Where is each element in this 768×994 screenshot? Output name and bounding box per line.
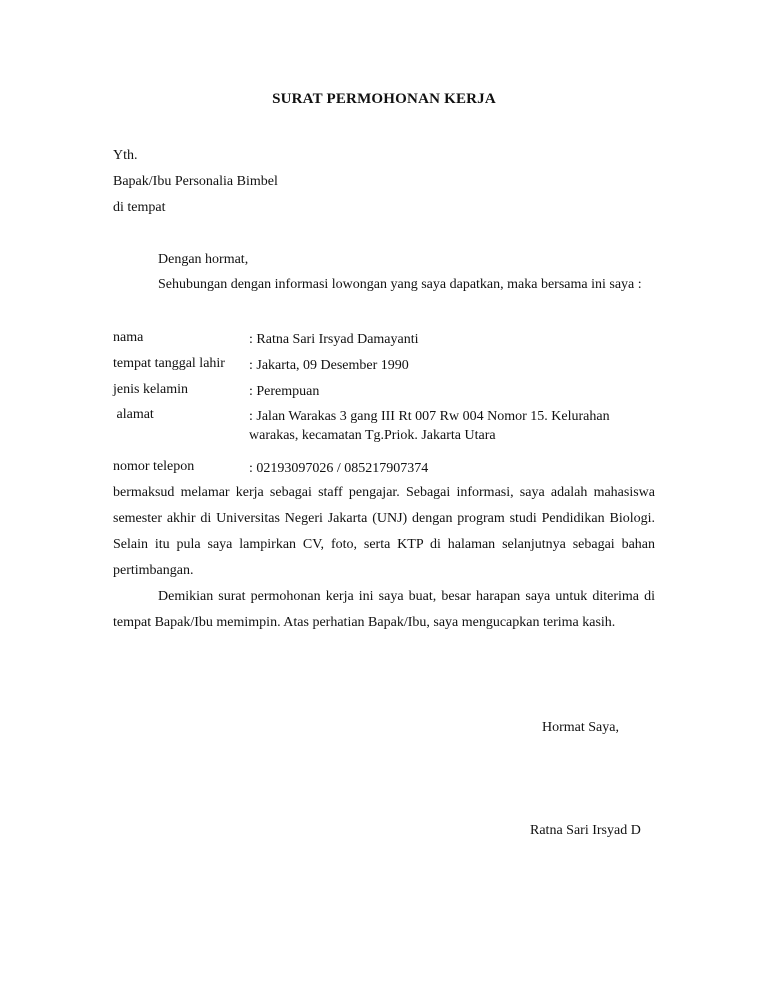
field-label: jenis kelamin	[113, 382, 189, 397]
field-value: : Ratna Sari Irsyad Damayanti	[249, 332, 419, 347]
field-value: : Jakarta, 09 Desember 1990	[249, 358, 409, 373]
recipient-line-2: Bapak/Ibu Personalia Bimbel	[113, 174, 278, 189]
field-row-telepon	[113, 459, 653, 478]
letter-title: SURAT PERMOHONAN KERJA	[272, 91, 496, 107]
signature-name: Ratna Sari Irsyad D	[530, 823, 641, 838]
intro-paragraph: Sehubungan dengan informasi lowongan yang saya dapatkan, maka bersama ini saya :	[158, 277, 642, 292]
field-label: nama	[113, 330, 144, 345]
recipient-line-1: Yth.	[113, 148, 138, 163]
recipient-line-3: di tempat	[113, 200, 166, 215]
field-value: : Perempuan	[249, 384, 320, 399]
body-paragraph: bermaksud melamar kerja sebagai staff pengajar. Sebagai informasi, saya adalah mahasiswa semester akhir di Universitas Negeri Jakarta (UNJ) dengan program studi Pendidikan Biologi. Selain itu pula saya lampirkan CV, foto, serta KTP di halaman selanjutnya sebagai bahan pertimbangan.	[113, 485, 655, 578]
field-label: alamat	[113, 407, 154, 422]
field-value: : Jalan Warakas 3 gang III Rt 007 Rw 004 Nomor 15. Kelurahan warakas, kecamatan Tg.Priok. Jakarta Utara	[249, 409, 610, 443]
signoff: Hormat Saya,	[542, 720, 619, 735]
field-row-alamat	[113, 407, 653, 445]
field-row-nama	[113, 330, 653, 349]
closing-paragraph: Demikian surat permohonan kerja ini saya buat, besar harapan saya untuk diterima di tempat Bapak/Ibu memimpin. Atas perhatian Bapak/Ibu, saya mengucapkan terima kasih.	[113, 589, 655, 630]
field-row-jenis-kelamin	[113, 382, 653, 401]
field-label: nomor telepon	[113, 459, 195, 474]
field-label: tempat tanggal lahir	[113, 356, 225, 371]
field-row-ttl	[113, 356, 653, 375]
field-value: : 02193097026 / 085217907374	[249, 461, 429, 476]
greeting: Dengan hormat,	[158, 252, 249, 267]
